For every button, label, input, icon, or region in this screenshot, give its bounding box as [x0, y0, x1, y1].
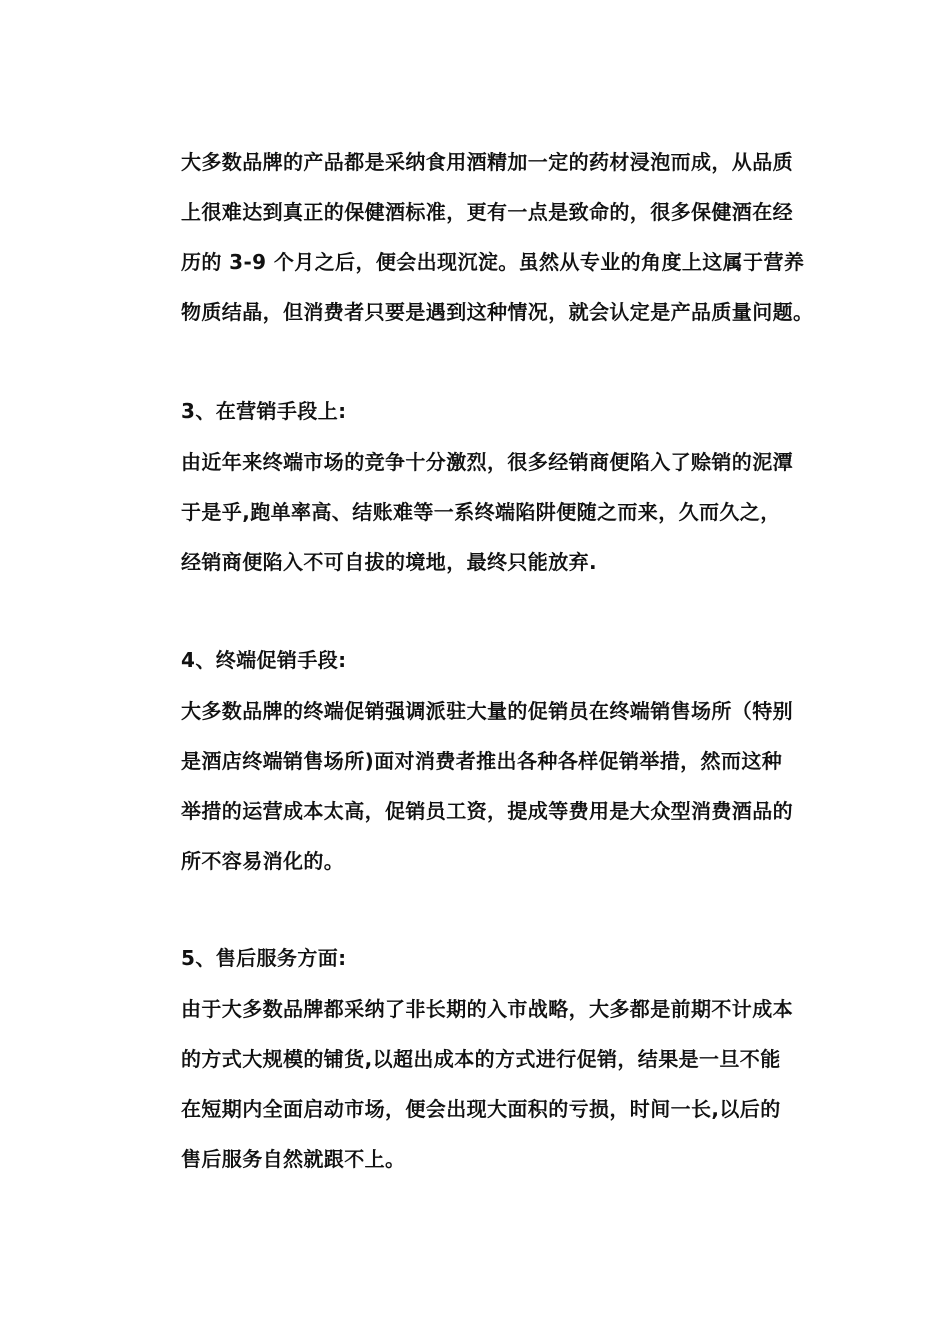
paragraph-line: 大多数品牌的产品都是采纳食用酒精加一定的药材浸泡而成，从品质: [181, 150, 793, 174]
paragraph-line: 经销商便陷入不可自拔的境地，最终只能放弃.: [181, 550, 597, 574]
paragraph-line: 大多数品牌的终端促销强调派驻大量的促销员在终端销售场所（特别: [181, 699, 793, 723]
paragraph-line: 于是乎,跑单率高、结账难等一系终端陷阱便随之而来，久而久之，: [181, 500, 781, 524]
paragraph-line: 的方式大规模的铺货,以超出成本的方式进行促销，结果是一旦不能: [181, 1047, 781, 1071]
section-heading: 3、在营销手段上:: [181, 399, 347, 423]
paragraph-line: 举措的运营成本太高，促销员工资，提成等费用是大众型消费酒品的: [181, 799, 793, 823]
paragraph-line: 是酒店终端销售场所)面对消费者推出各种各样促销举措，然而这种: [181, 749, 783, 773]
paragraph-line: 物质结晶，但消费者只要是遇到这种情况，就会认定是产品质量问题。: [181, 300, 814, 324]
paragraph-line: 历的 3-9 个月之后，便会出现沉淀。虽然从专业的角度上这属于营养: [181, 250, 805, 274]
section-heading: 5、售后服务方面:: [181, 946, 347, 970]
paragraph-line: 售后服务自然就跟不上。: [181, 1147, 406, 1171]
paragraph-line: 由近年来终端市场的竞争十分激烈，很多经销商便陷入了赊销的泥潭: [181, 450, 793, 474]
paragraph-line: 在短期内全面启动市场，便会出现大面积的亏损，时间一长,以后的: [181, 1097, 781, 1121]
paragraph-line: 由于大多数品牌都采纳了非长期的入市战略，大多都是前期不计成本: [181, 997, 793, 1021]
paragraph-line: 所不容易消化的。: [181, 849, 345, 873]
paragraph-line: 上很难达到真正的保健酒标准，更有一点是致命的，很多保健酒在经: [181, 200, 793, 224]
section-heading: 4、终端促销手段:: [181, 648, 347, 672]
